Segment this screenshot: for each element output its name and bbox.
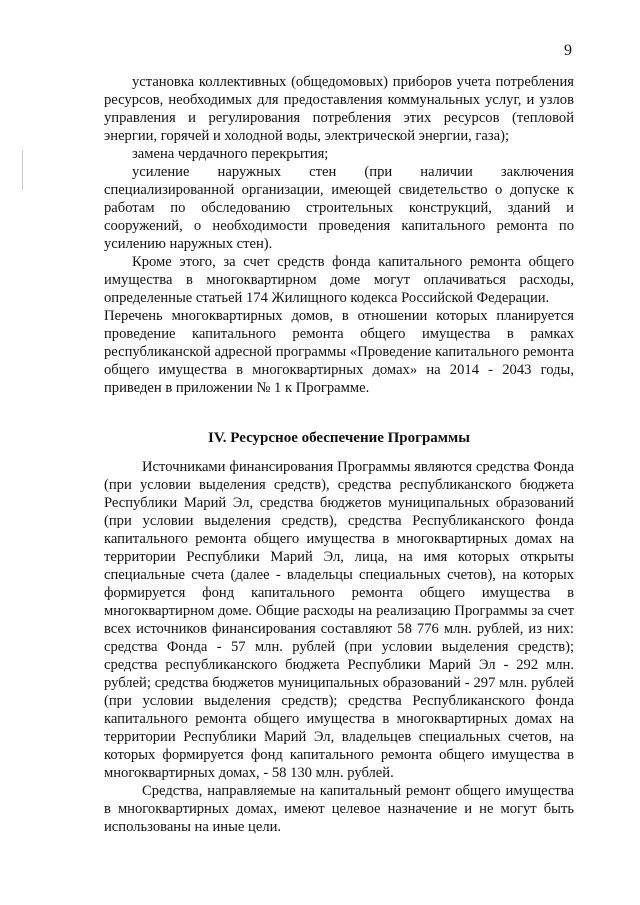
paragraph-building-list: Перечень многоквартирных домов, в отношении которых планируется проведение капитального ремонта общего имущества в рамках республиканской адресной программы «Проведение капитального ремонта общего имущества в многоквартирных домах» на 2014 - 2043 годы, приведен в приложении № 1 к Программе. — [104, 308, 574, 396]
paragraph-attic: замена чердачного перекрытия; — [132, 146, 329, 162]
scan-margin-mark — [22, 150, 23, 190]
body-text-top — [104, 73, 574, 397]
body-text-bottom — [104, 458, 574, 836]
paragraph-additional-expenses: Кроме этого, за счет средств фонда капитального ремонта общего имущества в многоквартирном доме могут оплачиваться расходы, определенные статьей 174 Жилищного кодекса Российской Федерации. — [104, 254, 574, 306]
page-number: 9 — [564, 42, 572, 59]
paragraph-target-use: Средства, направляемые на капитальный ремонт общего имущества в многоквартирных домах, имеют целевое назначение и не могут быть использованы на иные цели. — [104, 783, 574, 835]
paragraph-meters: установка коллективных (общедомовых) приборов учета потребления ресурсов, необходимых для предоставления коммунальных услуг, и узлов управления и регулирования потребления этих ресурсов (тепловой энергии, горячей и холодной воды, электрической энергии, газа); — [104, 74, 574, 144]
paragraph-walls: усиление наружных стен (при наличии заключения специализированной организации, имеющей свидетельство о допуске к работам по обследованию строительных конструкций, зданий и сооружений, о необходимости проведения капитального ремонта по усилению наружных стен). — [104, 164, 574, 252]
paragraph-funding-sources: Источниками финансирования Программы являются средства Фонда (при условии выделения средств), средства республиканского бюджета Республики Марий Эл, средства бюджетов муниципальных образований (при условии выделения средств), средства Республиканского фонда капитального ремонта общего имущества в многоквартирных домах на территории Республики Марий Эл, лица, на имя которых открыты специальные счета (далее - владельцы специальных счетов), на которых формируется фонд капитального ремонта общего имущества в многоквартирном доме. Общие расходы на реализацию Программы за счет всех источников финансирования составляют 58 776 млн. рублей, из них: средства Фонда - 57 млн. рублей (при условии выделения средств); средства республиканского бюджета Республики Марий Эл - 292 млн. рублей; средства бюджетов муниципальных образований - 297 млн. рублей (при условии выделения средств); средства Республиканского фонда капитального ремонта общего имущества в многоквартирных домах на территории Республики Марий Эл, владельцев специальных счетов, на которых формируется фонд капитального ремонта общего имущества в многоквартирных домах, - 58 130 млн. рублей. — [104, 459, 574, 781]
section-heading: IV. Ресурсное обеспечение Программы — [208, 430, 470, 446]
